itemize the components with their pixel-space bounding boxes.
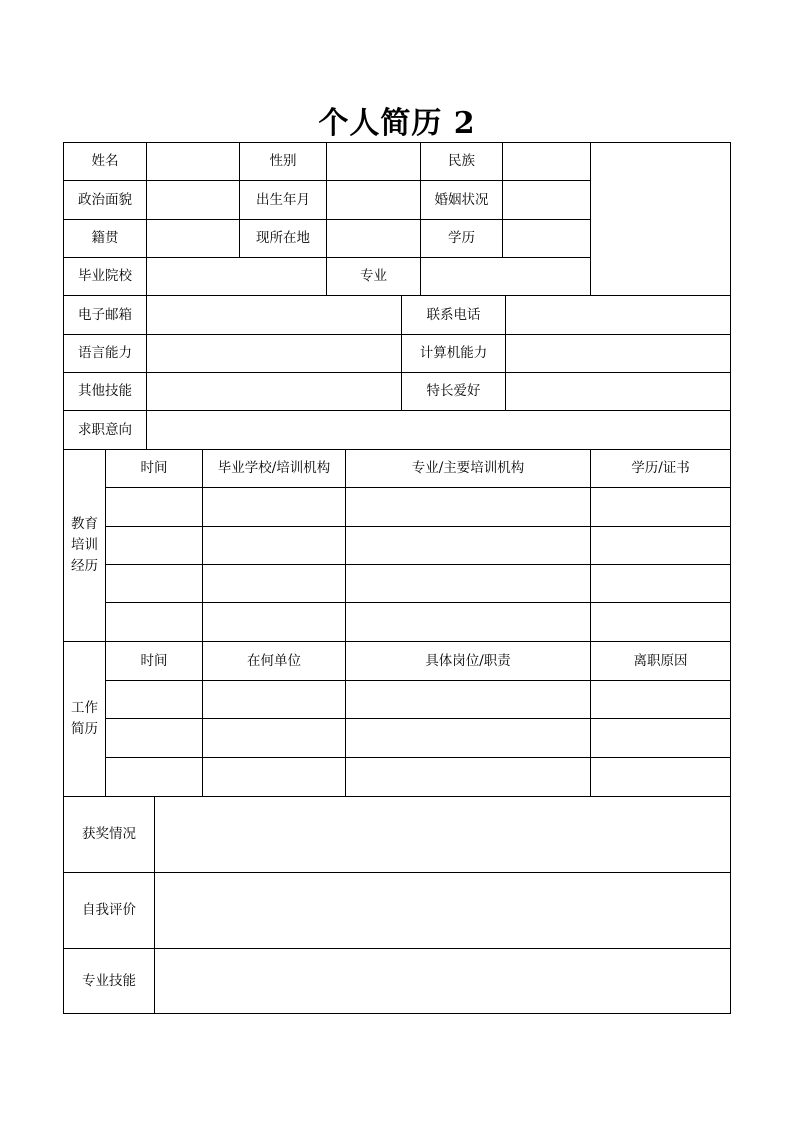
- work-cell[interactable]: [346, 758, 591, 797]
- language-label: 语言能力: [64, 335, 147, 373]
- education-cell[interactable]: [203, 565, 346, 603]
- skills-label: 专业技能: [64, 949, 155, 1013]
- education-header-degree: 学历/证书: [591, 450, 730, 488]
- major-label: 专业: [327, 258, 421, 296]
- work-label-line: 简历: [71, 721, 98, 737]
- education-label-line: 经历: [71, 558, 98, 574]
- education-label-line: 教育: [71, 516, 98, 532]
- school-field[interactable]: [147, 258, 327, 296]
- work-cell[interactable]: [203, 758, 346, 797]
- education-cell[interactable]: [346, 488, 591, 527]
- education-cell[interactable]: [203, 527, 346, 565]
- name-label: 姓名: [64, 143, 147, 181]
- residence-field[interactable]: [327, 220, 421, 258]
- gender-field[interactable]: [327, 143, 421, 181]
- email-field[interactable]: [147, 296, 402, 335]
- education-cell[interactable]: [203, 488, 346, 527]
- work-cell[interactable]: [591, 758, 730, 797]
- education-cell[interactable]: [106, 565, 203, 603]
- photo-area[interactable]: [591, 143, 730, 296]
- work-header-reason: 离职原因: [591, 642, 730, 681]
- degree-label: 学历: [421, 220, 503, 258]
- birth-field[interactable]: [327, 181, 421, 220]
- objective-label: 求职意向: [64, 411, 147, 450]
- name-field[interactable]: [147, 143, 240, 181]
- marital-field[interactable]: [503, 181, 591, 220]
- work-cell[interactable]: [591, 719, 730, 758]
- work-cell[interactable]: [106, 681, 203, 719]
- education-cell[interactable]: [106, 488, 203, 527]
- computer-field[interactable]: [506, 335, 730, 373]
- page-title: 个人简历 2: [318, 106, 476, 141]
- awards-field[interactable]: [155, 797, 730, 873]
- work-cell[interactable]: [106, 758, 203, 797]
- other-skills-label: 其他技能: [64, 373, 147, 411]
- education-cell[interactable]: [346, 527, 591, 565]
- phone-label: 联系电话: [402, 296, 506, 335]
- education-cell[interactable]: [591, 527, 730, 565]
- work-header-position: 具体岗位/职责: [346, 642, 591, 681]
- education-cell[interactable]: [346, 565, 591, 603]
- awards-label: 获奖情况: [64, 797, 155, 873]
- education-cell[interactable]: [591, 488, 730, 527]
- resume-table: [63, 142, 731, 1014]
- education-cell[interactable]: [591, 603, 730, 642]
- gender-label: 性别: [240, 143, 327, 181]
- native-label: 籍贯: [64, 220, 147, 258]
- work-cell[interactable]: [106, 719, 203, 758]
- education-cell[interactable]: [106, 527, 203, 565]
- work-cell[interactable]: [346, 681, 591, 719]
- ethnicity-field[interactable]: [503, 143, 591, 181]
- education-section-label: [64, 450, 106, 642]
- degree-field[interactable]: [503, 220, 591, 258]
- work-header-time: 时间: [106, 642, 203, 681]
- hobbies-field[interactable]: [506, 373, 730, 411]
- school-label: 毕业院校: [64, 258, 147, 296]
- work-section-label: [64, 642, 106, 797]
- work-cell[interactable]: [203, 681, 346, 719]
- education-header-major: 专业/主要培训机构: [346, 450, 591, 488]
- work-cell[interactable]: [203, 719, 346, 758]
- education-header-time: 时间: [106, 450, 203, 488]
- ethnicity-label: 民族: [421, 143, 503, 181]
- work-cell[interactable]: [346, 719, 591, 758]
- hobbies-label: 特长爱好: [402, 373, 506, 411]
- education-cell[interactable]: [106, 603, 203, 642]
- work-header-company: 在何单位: [203, 642, 346, 681]
- education-label-line: 培训: [71, 537, 98, 553]
- self-eval-label: 自我评价: [64, 873, 155, 949]
- education-cell[interactable]: [203, 603, 346, 642]
- marital-label: 婚姻状况: [421, 181, 503, 220]
- work-label-line: 工作: [71, 700, 98, 716]
- computer-label: 计算机能力: [402, 335, 506, 373]
- political-label: 政治面貌: [64, 181, 147, 220]
- email-label: 电子邮箱: [64, 296, 147, 335]
- major-field[interactable]: [421, 258, 591, 296]
- work-cell[interactable]: [591, 681, 730, 719]
- political-field[interactable]: [147, 181, 240, 220]
- education-cell[interactable]: [346, 603, 591, 642]
- language-field[interactable]: [147, 335, 402, 373]
- other-skills-field[interactable]: [147, 373, 402, 411]
- birth-label: 出生年月: [240, 181, 327, 220]
- skills-field[interactable]: [155, 949, 730, 1013]
- education-header-school: 毕业学校/培训机构: [203, 450, 346, 488]
- education-cell[interactable]: [591, 565, 730, 603]
- residence-label: 现所在地: [240, 220, 327, 258]
- objective-field[interactable]: [147, 411, 730, 450]
- phone-field[interactable]: [506, 296, 730, 335]
- self-eval-field[interactable]: [155, 873, 730, 949]
- native-field[interactable]: [147, 220, 240, 258]
